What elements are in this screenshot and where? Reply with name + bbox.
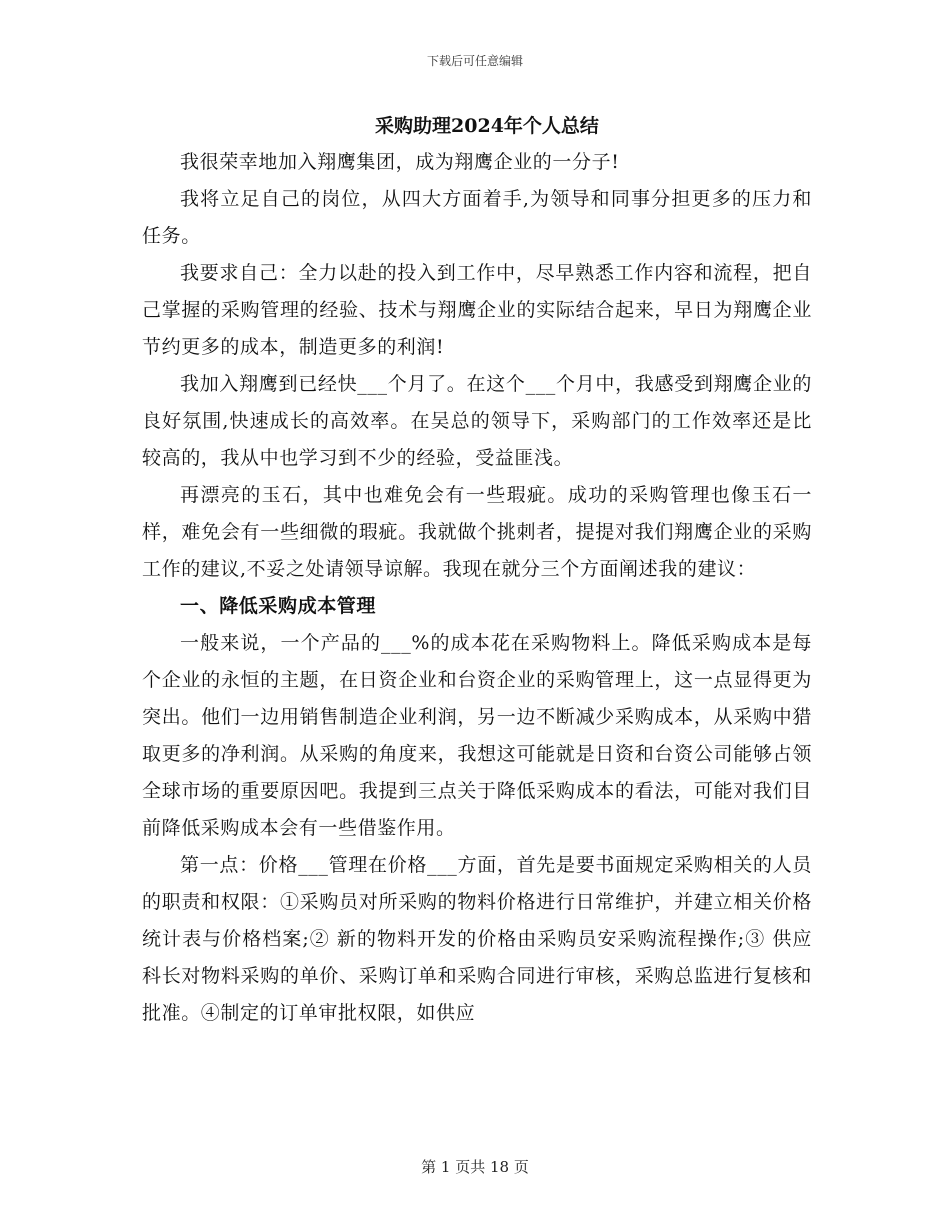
paragraph-5: 再漂亮的玉石，其中也难免会有一些瑕疵。成功的采购管理也像玉石一样，难免会有一些细微的瑕疵。我就做个挑刺者，提提对我们翔鹰企业的采购工作的建议,不妥之处请领导谅解。我现在就分三个方面阐述我的建议： [142, 484, 812, 580]
document-body [142, 113, 812, 1032]
paragraph-1: 我很荣幸地加入翔鹰集团，成为翔鹰企业的一分子! [180, 151, 620, 173]
page-footer: 第 1 页共 18 页 [421, 1158, 529, 1176]
paragraph-2: 我将立足自己的岗位，从四大方面着手,为领导和同事分担更多的压力和任务。 [142, 188, 812, 247]
section-paragraph-1: 一般来说，一个产品的___%的成本花在采购物料上。降低采购成本是每个企业的永恒的主题，在日资企业和台资企业的采购管理上，这一点显得更为突出。他们一边用销售制造企业利润，另一边不断减少采购成本，从采购中猎取更多的净利润。从采购的角度来，我想这可能就是日资和台资公司能够占领全球市场的重要原因吧。我提到三点关于降低采购成本的看法，可能对我们目前降低采购成本会有一些借鉴作用。 [142, 632, 812, 839]
document-title: 采购助理2024年个人总结 [375, 115, 599, 137]
section-heading: 一、降低采购成本管理 [180, 595, 377, 617]
paragraph-4: 我加入翔鹰到已经快___个月了。在这个___个月中，我感受到翔鹰企业的良好氛围,快速成长的高效率。在吴总的领导下，采购部门的工作效率还是比较高的，我从中也学习到不少的经验，受益匪浅。 [142, 373, 812, 469]
page-header: 下载后可任意编辑 [426, 54, 523, 68]
paragraph-3: 我要求自己：全力以赴的投入到工作中，尽早熟悉工作内容和流程，把自己掌握的采购管理的经验、技术与翔鹰企业的实际结合起来，早日为翔鹰企业节约更多的成本，制造更多的利润! [142, 262, 812, 358]
section-paragraph-2: 第一点：价格___管理在价格___方面，首先是要书面规定采购相关的人员的职责和权限：①采购员对所采购的物料价格进行日常维护，并建立相关价格统计表与价格档案;② 新的物料开发的价格由采购员安采购流程操作;③ 供应科长对物料采购的单价、采购订单和采购合同进行审核，采购总监进行复核和批准。④制定的订单审批权限，如供应 [142, 854, 812, 1024]
